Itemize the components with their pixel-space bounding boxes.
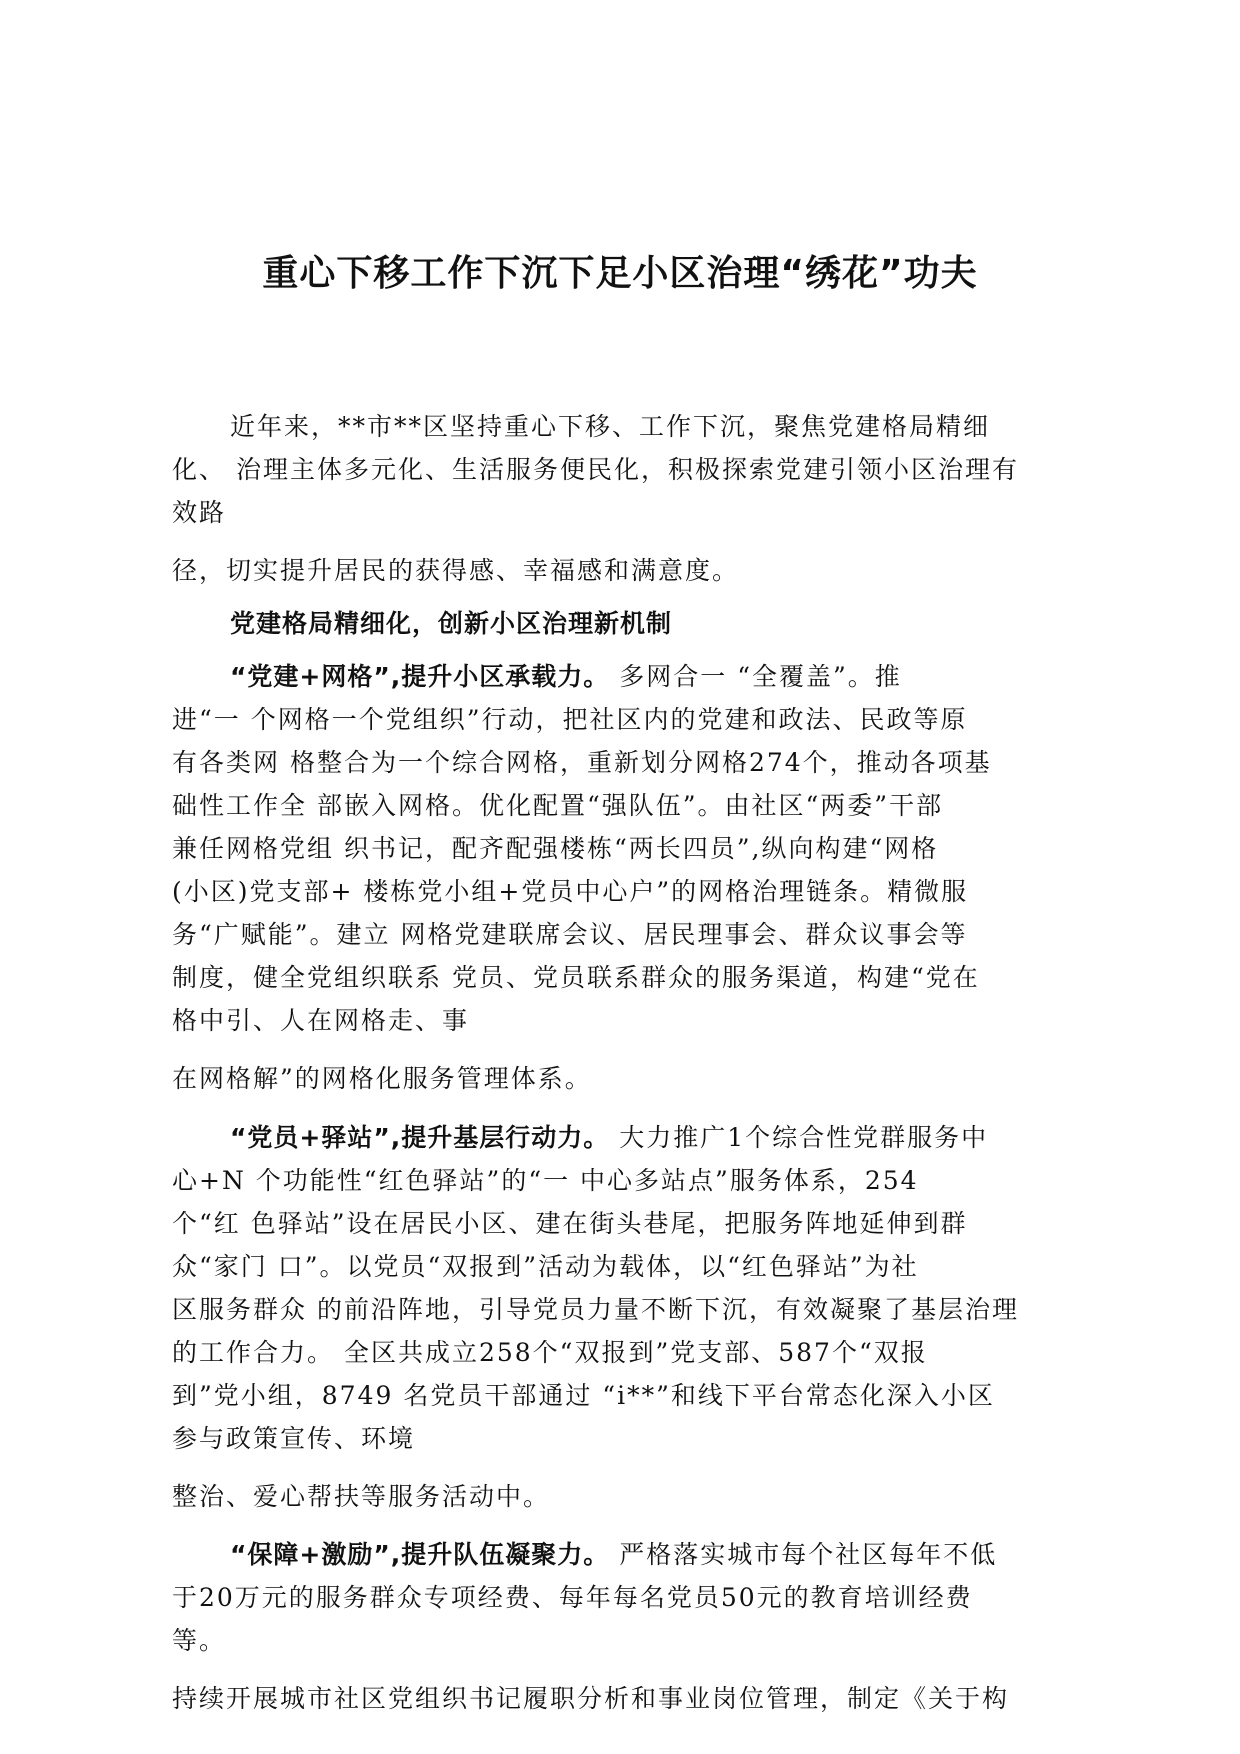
paragraph-1-line-3: 有各类网 格整合为一个综合网格，重新划分网格274个，推动各项基 xyxy=(172,748,992,777)
intro-line-2: 化、 治理主体多元化、生活服务便民化，积极探索党建引领小区治理有 xyxy=(172,455,1019,484)
paragraph-3-line-1-text: 严格落实城市每个社区每年不低 xyxy=(609,1540,998,1569)
paragraph-1-line-4: 础性工作全 部嵌入网格。优化配置“强队伍”。由社区“两委”干部 xyxy=(172,791,944,820)
paragraph-1-line-1-text: 多网合一 “全覆盖”。推 xyxy=(609,662,902,691)
paragraph-2-line-5: 区服务群众 的前沿阵地，引导党员力量不断下沉，有效凝聚了基层治理 xyxy=(172,1295,1019,1324)
paragraph-2-line-7: 到”党小组，8749 名党员干部通过 “i**”和线下平台常态化深入小区 xyxy=(172,1381,995,1410)
paragraph-2-line-1-text: 大力推广1个综合性党群服务中 xyxy=(609,1123,989,1152)
paragraph-2-line-6: 的工作合力。 全区共成立258个“双报到”党支部、587个“双报 xyxy=(172,1338,928,1367)
intro-line-1: 近年来，**市**区坚持重心下移、工作下沉，聚焦党建格局精细 xyxy=(230,412,991,441)
paragraph-3-line-4: 持续开展城市社区党组织书记履职分析和事业岗位管理，制定《关于构 xyxy=(172,1684,1010,1713)
document-title: 重心下移工作下沉下足小区治理“绣花”功夫 xyxy=(262,253,978,294)
intro-line-3: 效路 xyxy=(172,498,227,527)
paragraph-1-line-7: 务“广赋能”。建立 网格党建联席会议、居民理事会、群众议事会等 xyxy=(172,920,968,949)
paragraph-2-line-4: 众“家门 口”。以党员“双报到”活动为载体，以“红色驿站”为社 xyxy=(172,1252,919,1281)
paragraph-1-lead: “党建+网格”,提升小区承载力。 xyxy=(230,662,610,691)
paragraph-2-lead: “党员+驿站”,提升基层行动力。 xyxy=(230,1123,610,1152)
paragraph-3-line-1 xyxy=(230,1538,997,1572)
paragraph-1-line-5: 兼任网格党组 织书记，配齐配强楼栋“两长四员”,纵向构建“网格 xyxy=(172,834,939,863)
paragraph-1-line-10: 在网格解”的网格化服务管理体系。 xyxy=(172,1064,592,1093)
paragraph-2-line-1 xyxy=(230,1121,988,1155)
paragraph-2-line-9: 整治、爱心帮扶等服务活动中。 xyxy=(172,1482,551,1511)
paragraph-1-line-8: 制度，健全党组织联系 党员、党员联系群众的服务渠道，构建“党在 xyxy=(172,963,980,992)
section-heading: 党建格局精细化，创新小区治理新机制 xyxy=(230,609,673,638)
paragraph-1-line-6: (小区)党支部+ 楼栋党小组+党员中心户”的网格治理链条。精微服 xyxy=(172,877,969,906)
paragraph-3-lead: “保障+激励”,提升队伍凝聚力。 xyxy=(230,1540,610,1569)
paragraph-2-line-2: 心+N 个功能性“红色驿站”的“一 中心多站点”服务体系，254 xyxy=(172,1166,919,1195)
paragraph-1-line-2: 进“一 个网格一个党组织”行动，把社区内的党建和政法、民政等原 xyxy=(172,705,968,734)
intro-line-4: 径，切实提升居民的获得感、幸福感和满意度。 xyxy=(172,556,740,585)
paragraph-1-line-9: 格中引、人在网格走、事 xyxy=(172,1006,470,1035)
paragraph-3-line-2: 于20万元的服务群众专项经费、每年每名党员50元的教育培训经费 xyxy=(172,1583,973,1612)
paragraph-3-line-3: 等。 xyxy=(172,1626,227,1655)
paragraph-2-line-8: 参与政策宣传、环境 xyxy=(172,1424,416,1453)
paragraph-2-line-3: 个“红 色驿站”设在居民小区、建在街头巷尾，把服务阵地延伸到群 xyxy=(172,1209,968,1238)
paragraph-1-line-1 xyxy=(230,660,902,694)
